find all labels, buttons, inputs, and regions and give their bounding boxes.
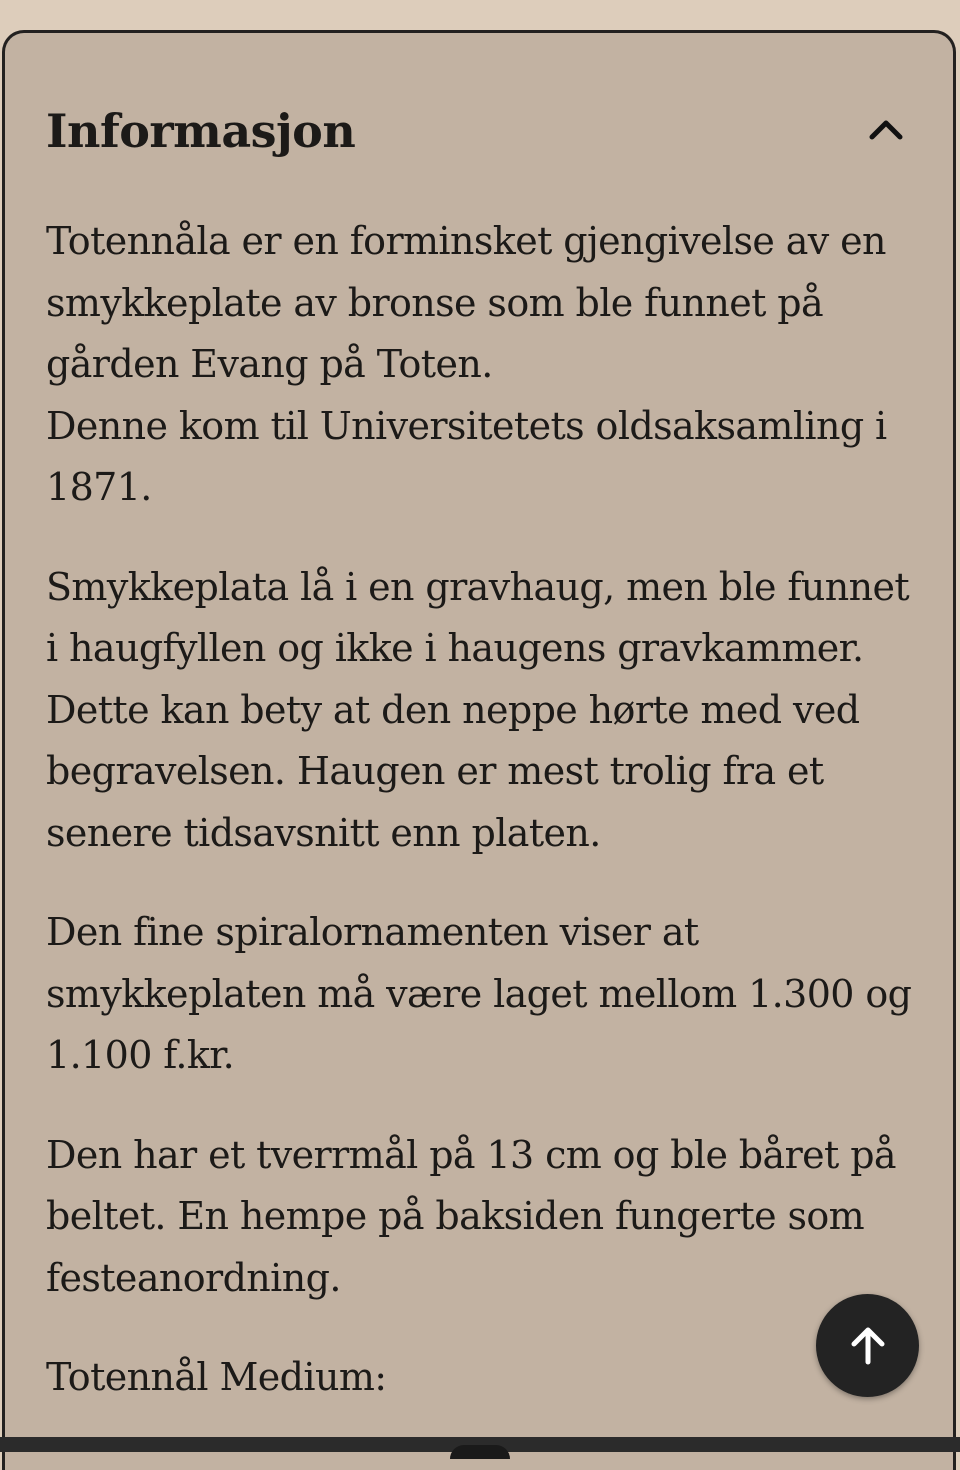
text-line: Denne kom til Universitetets oldsaksamling i: [46, 403, 887, 448]
text-line: Totennåla er en forminsket gjengivelse av en: [46, 219, 886, 263]
text-line: smykkeplate av bronse som ble funnet på: [46, 280, 824, 325]
text-line: smykkeplaten må være laget mellom 1.300 og: [46, 971, 912, 1016]
scroll-to-top-button[interactable]: [816, 1294, 919, 1397]
home-indicator: [450, 1445, 510, 1459]
accordion-header[interactable]: [5, 33, 953, 233]
paragraph-3: [46, 902, 926, 1087]
text-line: 1.100 f.kr.: [46, 1033, 235, 1077]
text-line: i haugfyllen og ikke i haugens gravkammer.: [46, 626, 864, 670]
text-line: Den har et tverrmål på 13 cm og ble båret på: [46, 1132, 896, 1177]
chevron-up-icon: [868, 117, 904, 141]
text-line: Totennål Medium:: [46, 1355, 387, 1399]
accordion-title: Informasjon: [46, 104, 356, 158]
arrow-up-icon: [846, 1324, 890, 1368]
text-line: festeanordning.: [46, 1255, 341, 1300]
paragraph-5: [46, 1347, 926, 1409]
text-line: Smykkeplata lå i en gravhaug, men ble funnet: [46, 564, 910, 609]
text-line: beltet. En hempe på baksiden fungerte som: [46, 1194, 865, 1238]
paragraph-4: [46, 1125, 926, 1310]
bottom-navigation-bar: [0, 1437, 960, 1452]
text-line: 1871.: [46, 465, 152, 509]
paragraph-2: [46, 557, 926, 865]
text-line: begravelsen. Haugen er mest trolig fra et: [46, 749, 824, 793]
text-line: Dette kan bety at den neppe hørte med ved: [46, 687, 860, 732]
collapse-toggle-button[interactable]: [861, 107, 911, 151]
paragraph-1: [46, 211, 926, 519]
text-line: senere tidsavsnitt enn platen.: [46, 810, 601, 855]
accordion-content: [46, 211, 926, 1447]
text-line: Den fine spiralornamenten viser at: [46, 910, 699, 954]
info-accordion: [2, 30, 956, 1470]
text-line: gården Evang på Toten.: [46, 342, 493, 386]
